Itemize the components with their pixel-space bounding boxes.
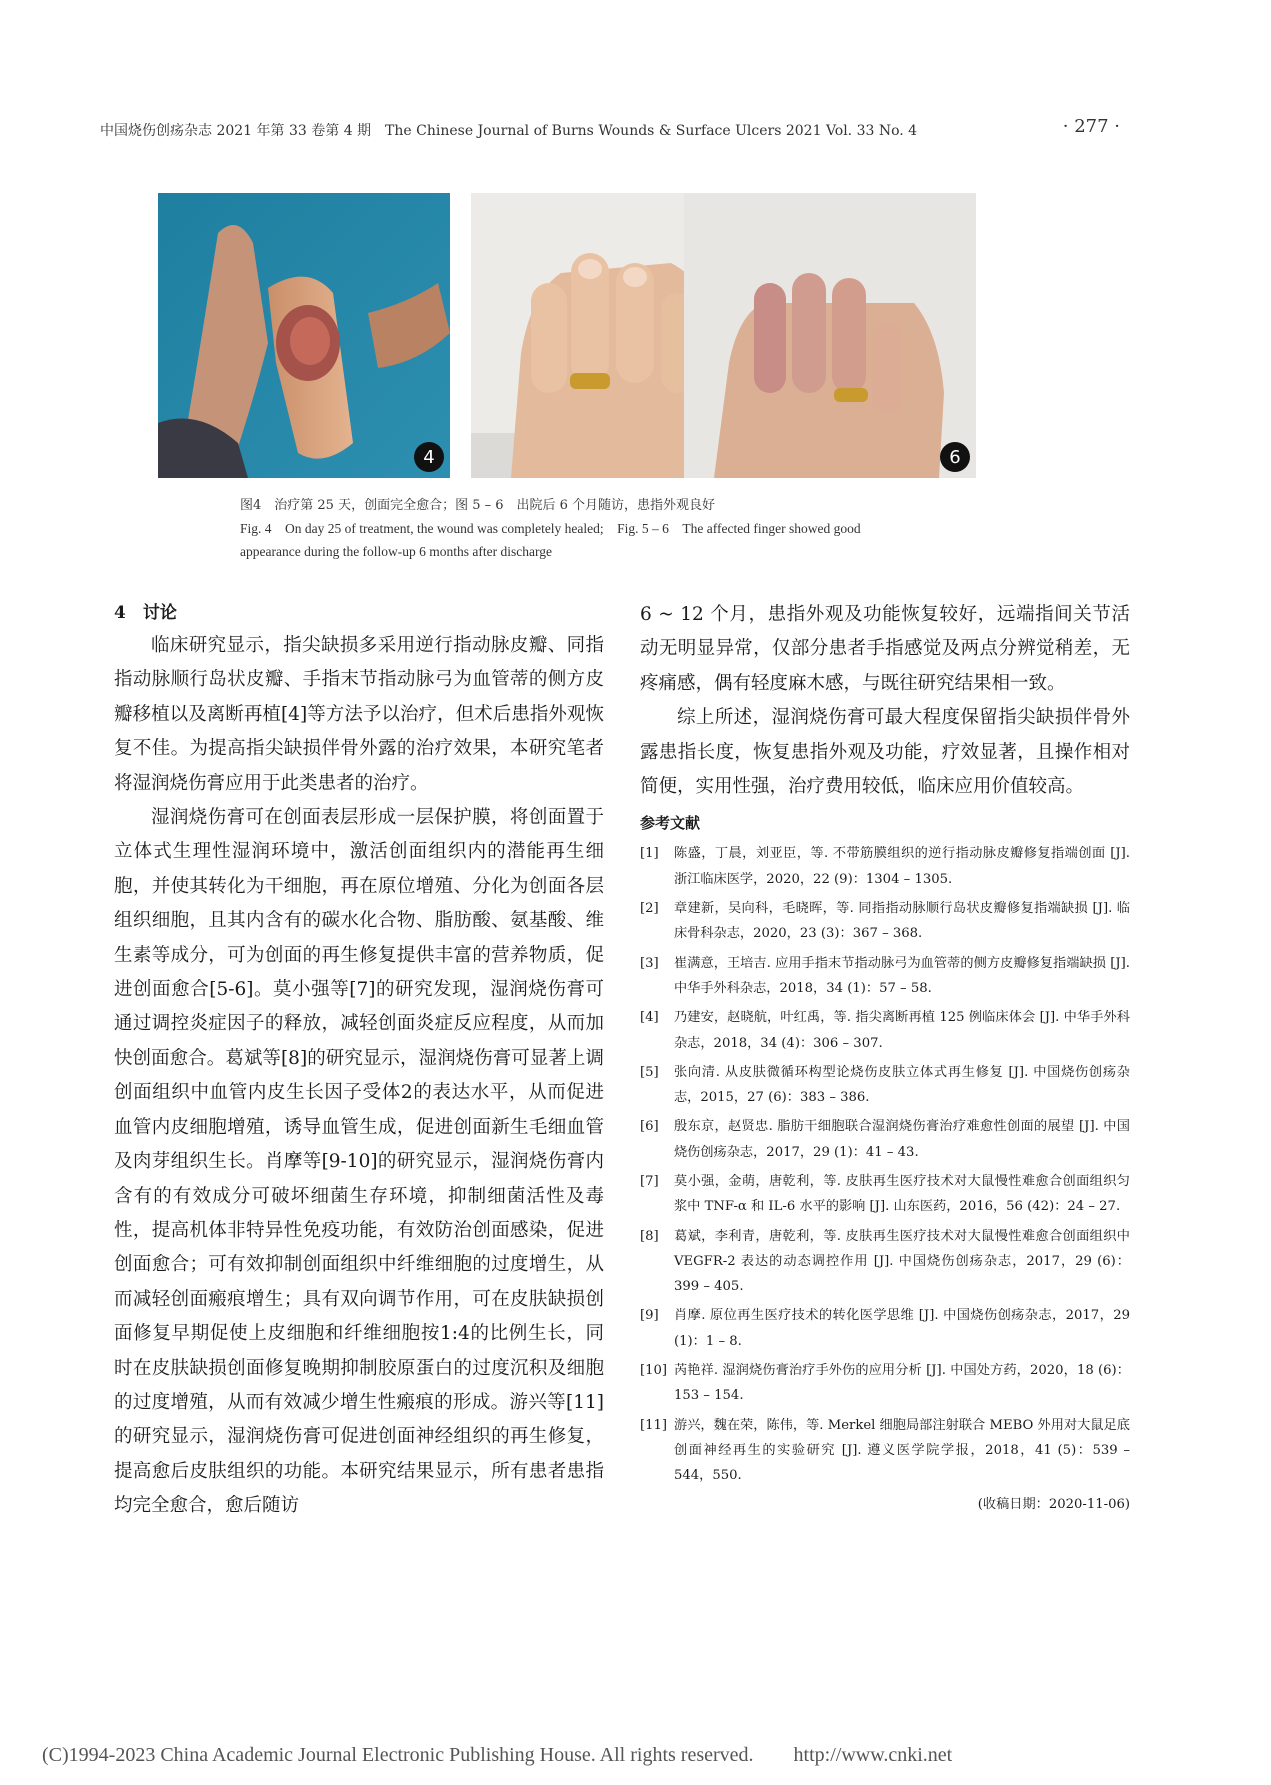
caption-en-line2: appearance during the follow-up 6 months after discharge [240,544,553,559]
reference-item [640,896,1130,947]
figure-caption [240,494,1040,563]
finger-wound-image [158,193,450,478]
figure-6-photo [684,193,976,478]
left-column [114,598,604,1524]
reference-number: [11] [640,1417,668,1433]
reference-number: [9] [640,1308,659,1324]
reference-number: [5] [640,1064,659,1080]
caption-zh: 图4 治疗第 25 天，创面完全愈合；图 5 – 6 出院后 6 个月随访，患指外观良好 [240,498,716,513]
figure-number-badge: 6 [940,442,970,472]
figure-number-badge: 4 [414,442,444,472]
journal-title: 中国烧伤创疡杂志 2021 年第 33 卷第 4 期 The Chinese Journal of Burns Wounds & Surface Ulcers 2021 Vol. 33 No. 4 [100,123,918,139]
reference-number: [7] [640,1174,659,1189]
reference-text: 肖摩. 原位再生医疗技术的转化医学思维 [J]. 中国烧伤创疡杂志，2017，29 (1)：1 – 8. [674,1308,1130,1349]
reference-text: 乃建安，赵晓航，叶红禹，等. 指尖离断再植 125 例临床体会 [J]. 中华手外科杂志，2018，34 (4)：306 – 307. [674,1010,1130,1051]
reference-number: [3] [640,955,659,971]
page-number: · 277 · [1062,116,1120,137]
right-column [640,598,1130,1512]
reference-number: [2] [640,901,659,917]
reference-list [640,841,1130,1488]
reference-text: 张向清. 从皮肤微循环构型论烧伤皮肤立体式再生修复 [J]. 中国烧伤创疡杂志，2015，27 (6)：383 – 386. [674,1064,1130,1106]
reference-number: [6] [640,1119,659,1135]
running-header [100,116,1120,140]
reference-text: 殷东京，赵贤忠. 脂肪干细胞联合湿润烧伤膏治疗难愈性创面的展望 [J]. 中国烧伤创疡杂志，2017，29 (1)：41 – 43. [674,1119,1130,1160]
reference-item [640,1413,1130,1489]
paragraph-1: 临床研究显示，指尖缺损多采用逆行指动脉皮瓣、同指指动脉顺行岛状皮瓣、手指末节指动脉弓为血管蒂的侧方皮瓣移植以及离断再植[4]等方法予以治疗，但术后患指外观恢复不佳。为提高指尖缺损伴骨外露的治疗效果，本研究笔者将湿润烧伤膏应用于此类患者的治疗。 [114,635,604,794]
reference-item [640,1224,1130,1300]
received-date: (收稿日期：2020-11-06) [977,1496,1130,1512]
reference-text: 芮艳祥. 湿润烧伤膏治疗手外伤的应用分析 [J]. 中国处方药，2020，18 (6)：153 – 154. [674,1363,1130,1404]
reference-item [640,1060,1130,1111]
reference-item [640,841,1130,892]
reference-text: 崔满意，王培吉. 应用手指末节指动脉弓为血管蒂的侧方皮瓣修复指端缺损 [J]. 中华手外科杂志，2018，34 (1)：57 – 58. [674,955,1130,996]
reference-text: 章建新，吴向科，毛晓晖，等. 同指指动脉顺行岛状皮瓣修复指端缺损 [J]. 临床骨科杂志，2020，23 (3)：367 – 368. [674,901,1130,942]
reference-text: 游兴，魏在荣，陈伟，等. Merkel 细胞局部注射联合 MEBO 外用对大鼠足底创面神经再生的实验研究 [J]. 遵义医学院学报，2018，41 (5)：539 – 544，550. [674,1417,1130,1484]
reference-item [640,1169,1130,1220]
reference-item [640,1114,1130,1165]
reference-item [640,951,1130,1002]
paragraph-3: 6 ~ 12 个月，患指外观及功能恢复较好，远端指间关节活动无明显异常，仅部分患者手指感觉及两点分辨觉稍差，无疼痛感，偶有轻度麻木感，与既往研究结果相一致。 [640,604,1130,694]
copyright-footer: (C)1994-2023 China Academic Journal Electronic Publishing House. All rights reserved. http://www.cnki.net [42,1744,953,1766]
caption-en-line1: Fig. 4 On day 25 of treatment, the wound was completely healed; Fig. 5 – 6 The affected finger showed good [240,521,861,536]
reference-text: 莫小强，金萌，唐乾利，等. 皮肤再生医疗技术对大鼠慢性难愈合创面组织匀浆中 TNF-α 和 IL-6 水平的影响 [J]. 山东医药，2016，56 (42)：24 – 27. [674,1174,1130,1215]
reference-text: 葛斌，李利青，唐乾利，等. 皮肤再生医疗技术对大鼠慢性难愈合创面组织中 VEGFR-2 表达的动态调控作用 [J]. 中国烧伤创疡杂志，2017，29 (6)：399 – 405. [674,1228,1130,1295]
section-title: 4 讨论 [114,603,177,623]
reference-number: [8] [640,1228,659,1244]
reference-item [640,1358,1130,1409]
paragraph-2: 湿润烧伤膏可在创面表层形成一层保护膜，将创面置于立体式生理性湿润环境中，激活创面组织内的潜能再生细胞，并使其转化为干细胞，再在原位增殖、分化为创面各层组织细胞，且其内含有的碳水化合物、脂肪酸、氨基酸、维生素等成分，可为创面的再生修复提供丰富的营养物质，促进创面愈合[5-6]。莫小强等[7]的研究发现，湿润烧伤膏可通过调控炎症因子的释放，减轻创面炎症反应程度，从而加快创面愈合。葛斌等[8]的研究显示，湿润烧伤膏可显著上调创面组织中血管内皮生长因子受体2的表达水平，从而促进血管内皮细胞增殖，诱导血管生成，促进创面新生毛细血管及肉芽组织生长。肖摩等[9-10]的研究显示，湿润烧伤膏内含有的有效成分可破坏细菌生存环境，抑制细菌活性及毒性，提高机体非特异性免疫功能，有效防治创面感染，促进创面愈合；可有效抑制创面组织中纤维细胞的过度增生，从而减轻创面瘢痕增生；具有双向调节作用，可在皮肤缺损创面修复早期促使上皮细胞和纤维细胞按1:4的比例生长，同时在皮肤缺损创面修复晚期抑制胶原蛋白的过度沉积及细胞的过度增殖，从而有效减少增生性瘢痕的形成。游兴等[11]的研究显示，湿润烧伤膏可促进创面神经组织的再生修复，提高愈后皮肤组织的功能。本研究结果显示，所有患者患指均完全愈合，愈后随访 [114,807,604,1517]
references-title: 参考文献 [640,814,701,833]
hand-follow-up-image [684,193,976,478]
reference-number: [4] [640,1010,659,1026]
reference-item [640,1005,1130,1056]
figure-4-photo [158,193,450,478]
reference-text: 陈盛，丁晨，刘亚臣，等. 不带筋膜组织的逆行指动脉皮瓣修复指端创面 [J]. 浙江临床医学，2020，22 (9)：1304 – 1305. [674,846,1130,887]
reference-number: [10] [640,1363,668,1379]
reference-number: [1] [640,846,659,862]
paragraph-4: 综上所述，湿润烧伤膏可最大程度保留指尖缺损伴骨外露患指长度，恢复患指外观及功能，疗效显著，且操作相对简便，实用性强，治疗费用较低，临床应用价值较高。 [640,707,1130,798]
reference-item [640,1303,1130,1354]
